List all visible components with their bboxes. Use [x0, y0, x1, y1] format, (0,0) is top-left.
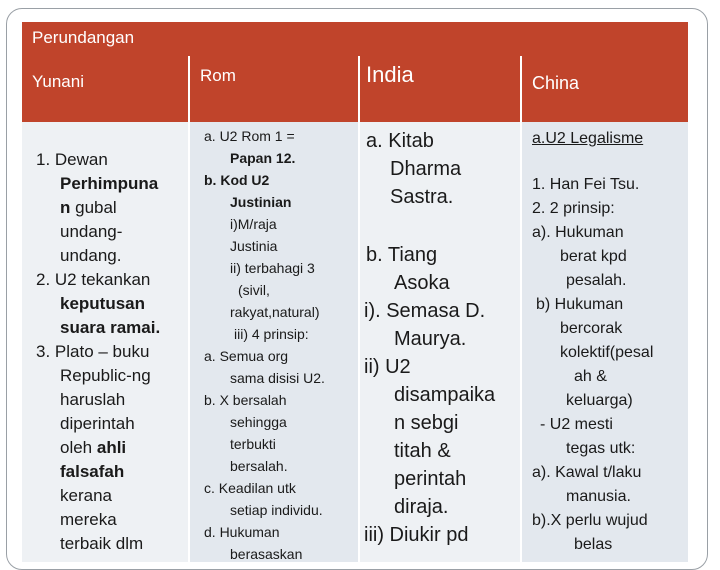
india-line: Dharma [390, 158, 462, 180]
yunani-line [60, 438, 126, 458]
rom-line: rakyat,natural) [230, 304, 320, 320]
china-line: kolektif(pesal [560, 344, 654, 361]
header-cell-india [360, 56, 520, 122]
header-row [22, 56, 688, 122]
rom-line: bersalah. [230, 458, 288, 474]
india-line: n sebgi [394, 412, 459, 434]
yunani-line: diperintah [60, 414, 135, 433]
india-line: b. Tiang [366, 244, 438, 266]
rom-line: iii) 4 prinsip: [234, 326, 309, 342]
yunani-line: Republic-ng [60, 366, 151, 385]
china-line: belas [574, 536, 613, 553]
rom-line: i)M/raja [230, 216, 277, 232]
china-line: - U2 mesti [540, 416, 613, 433]
cell-rom [190, 122, 358, 562]
rom-line: terbukti [230, 436, 276, 452]
india-line: diraja. [394, 496, 449, 518]
cell-india [360, 122, 520, 562]
rom-line: ii) terbahagi 3 [230, 260, 315, 276]
rom-line: (sivil, [238, 282, 270, 298]
rom-line: d. Hukuman [204, 524, 280, 540]
india-line: ii) U2 [364, 356, 411, 378]
law-comparison-table [22, 22, 688, 562]
header-india: India [366, 62, 414, 87]
china-line: manusia. [566, 488, 631, 505]
rom-line: Justinian [230, 194, 292, 210]
header-cell-rom [190, 56, 358, 122]
yunani-line: Perhimpuna [60, 174, 159, 193]
cell-china [522, 122, 688, 562]
yunani-line: suara ramai. [60, 318, 161, 337]
rom-line: sehingga [230, 414, 287, 430]
china-line: keluarga) [566, 392, 633, 409]
table-title: Perundangan [32, 28, 135, 47]
yunani-line: terbaik dlm [60, 534, 144, 553]
china-line: b).X perlu wujud [532, 512, 648, 529]
rom-line: sama disisi U2. [230, 370, 325, 386]
china-line: a.U2 Legalisme [532, 130, 644, 147]
header-fill [188, 22, 688, 56]
yunani-line-bold: n [60, 198, 71, 217]
china-line: 2. 2 prinsip: [532, 200, 615, 217]
yunani-line: keputusan [60, 294, 146, 313]
header-cell-yunani [22, 56, 188, 122]
yunani-line-bold: ahli [96, 438, 127, 457]
india-line: Maurya. [394, 328, 467, 350]
india-line: Sastra. [390, 186, 454, 208]
china-line: tegas utk: [566, 440, 636, 457]
china-line: berat kpd [560, 248, 627, 265]
china-line: a). Kawal t/laku [532, 464, 642, 481]
content-row [22, 122, 688, 562]
yunani-line: falsafah [60, 462, 125, 481]
india-line: a. Kitab [366, 130, 434, 152]
rom-line: b. X bersalah [204, 392, 287, 408]
rom-line: berasaskan [230, 546, 303, 562]
india-line: iii) Diukir pd [364, 524, 469, 546]
rom-line: Justinia [230, 238, 278, 254]
china-line: 1. Han Fei Tsu. [532, 176, 640, 193]
india-line: perintah [394, 468, 467, 490]
rom-line: c. Keadilan utk [204, 480, 296, 496]
yunani-line: mereka [60, 510, 117, 529]
header-rom: Rom [200, 66, 236, 85]
china-line: bercorak [560, 320, 623, 337]
rom-line: setiap individu. [230, 502, 323, 518]
yunani-line [60, 198, 117, 218]
yunani-line: undang- [60, 222, 123, 241]
china-line: b) Hukuman [536, 296, 624, 313]
china-line: ah & [574, 368, 607, 385]
yunani-line: 2. U2 tekankan [36, 270, 151, 289]
table-title-cell [22, 22, 188, 56]
yunani-line-regular: gubal [70, 198, 117, 217]
yunani-line: haruslah [60, 390, 126, 409]
rom-line: Papan 12. [230, 150, 296, 166]
header-china: China [532, 73, 580, 93]
india-line: Asoka [394, 272, 450, 294]
india-line: i). Semasa D. [364, 300, 486, 322]
china-line: a). Hukuman [532, 224, 624, 241]
rom-line: a. Semua org [204, 348, 289, 364]
header-cell-china [522, 56, 688, 122]
yunani-line: kerana [60, 486, 112, 505]
china-line: pesalah. [566, 272, 627, 289]
rom-line: a. U2 Rom 1 = [204, 128, 295, 144]
india-line: titah & [394, 440, 451, 462]
india-line: disampaika [394, 384, 496, 406]
cell-yunani [22, 122, 188, 562]
yunani-line: 1. Dewan [36, 150, 108, 169]
yunani-line-regular: oleh [60, 438, 97, 457]
header-yunani: Yunani [32, 72, 84, 91]
rom-line: b. Kod U2 [204, 172, 270, 188]
yunani-line: 3. Plato – buku [36, 342, 150, 361]
yunani-line: undang. [60, 246, 122, 265]
